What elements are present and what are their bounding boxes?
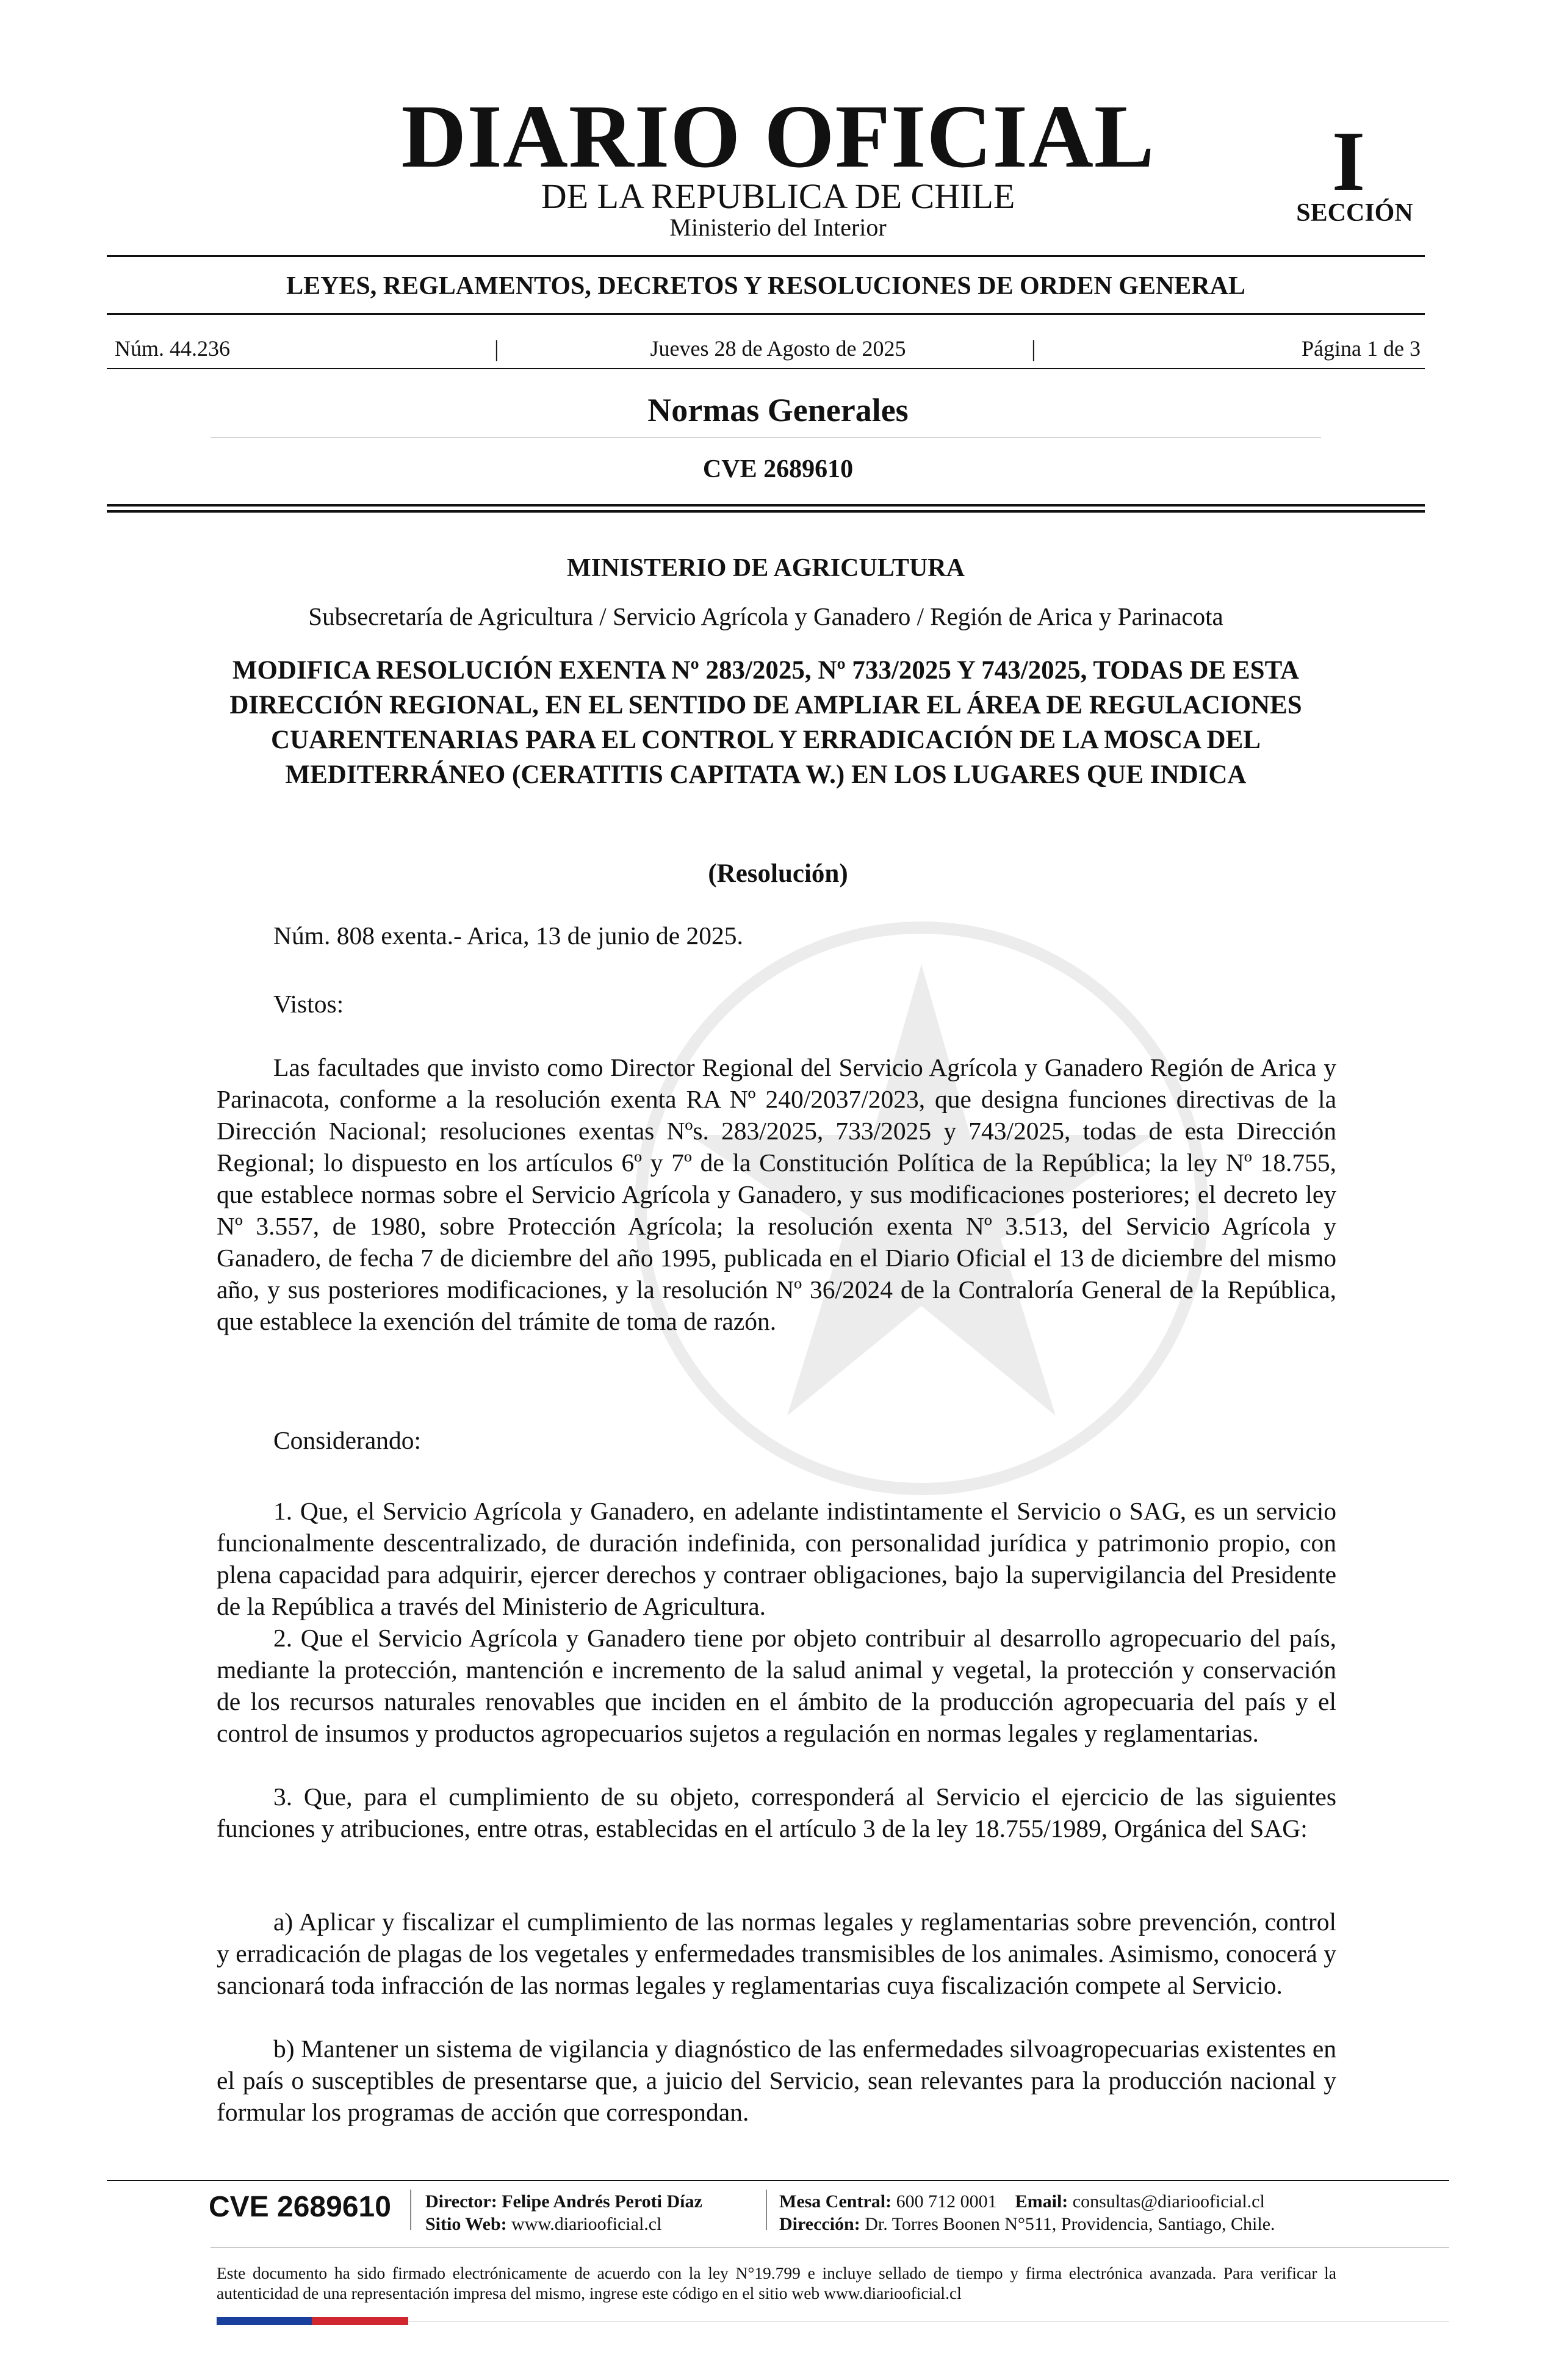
double-rule: [107, 510, 1425, 513]
resolution-number-line: Núm. 808 exenta.- Arica, 13 de junio de 2025.: [273, 921, 743, 950]
resolution-tag: (Resolución): [708, 859, 848, 888]
banner: LEYES, REGLAMENTOS, DECRETOS Y RESOLUCIONES DE ORDEN GENERAL: [286, 272, 1245, 300]
footer-divider: [410, 2190, 411, 2230]
footer-rule: [211, 2247, 1449, 2248]
masthead-subtitle: DE LA REPUBLICA DE CHILE: [541, 176, 1015, 216]
considerando-label: Considerando:: [273, 1426, 422, 1454]
cve-code: CVE 2689610: [702, 455, 854, 483]
banner-rule: [107, 313, 1425, 315]
subsecretaria-line: Subsecretaría de Agricultura / Servicio Agrícola y Ganadero / Región de Arica y Parinacota: [308, 602, 1223, 630]
masthead-ministry: Ministerio del Interior: [669, 214, 887, 241]
masthead-rule: [107, 255, 1425, 257]
footer-website: Sitio Web: www.diariooficial.cl: [425, 2214, 662, 2234]
footer-note: Este documento ha sido firmado electrónicamente de acuerdo con la ley N°19.799 e incluye sellado de tiempo y firma electrónica avanzada. Para verificar la autenticidad de una representación impresa del mismo, ingrese este código en el sitio web www.diariooficial.cl: [217, 2263, 1336, 2302]
vistos-paragraph: Las facultades que invisto como Director Regional del Servicio Agrícola y Ganadero Región de Arica y Parinacota, conforme a la resolución exenta RA Nº 240/2037/2023, que designa funciones directivas de la Dirección Nacional; resoluciones exentas Nºs. 283/2025, 733/2025 y 743/2025, todas de esta Dirección Regional; lo dispuesto en los artículos 6º y 7º de la Constitución Política de la República; la ley Nº 18.755, que establece normas sobre el Servicio Agrícola y Ganadero, y sus modificaciones posteriores; el decreto ley Nº 3.557, de 1980, sobre Protección Agrícola; la resolución exenta Nº 3.513, del Servicio Agrícola y Ganadero, de fecha 7 de diciembre del año 1995, publicada en el Diario Oficial el 13 de diciembre del mismo año, y sus posteriores modificaciones, y la resolución Nº 36/2024 de la Contraloría General de la República, que establece la exención del trámite de toma de razón.: [217, 1053, 1336, 1335]
footer-address: Dirección: Dr. Torres Boonen N°511, Providencia, Santiago, Chile.: [779, 2214, 1275, 2234]
item-a: a) Aplicar y fiscalizar el cumplimiento de las normas legales y reglamentarias sobre prevención, control y erradicación de plagas de los vegetales y enfermedades transmisibles de los animales. Asimismo, conocerá y sancionará toda infracción de las normas legales y reglamentarias cuya fiscalización compete al Servicio.: [217, 1908, 1336, 1999]
section-title: Normas Generales: [647, 392, 909, 428]
issue-separator: |: [494, 336, 499, 362]
email-link[interactable]: consultas@diariooficial.cl: [1072, 2191, 1265, 2212]
vistos-label: Vistos:: [273, 990, 344, 1018]
footer-director: Director: Felipe Andrés Peroti Díaz: [425, 2191, 702, 2212]
issue-page: Página 1 de 3: [1302, 336, 1421, 361]
ministry-heading: MINISTERIO DE AGRICULTURA: [567, 554, 965, 582]
footer-divider: [766, 2190, 767, 2230]
masthead-title: DIARIO OFICIAL: [401, 87, 1155, 187]
flag-stripe-blue: [217, 2317, 312, 2325]
item-b: b) Mantener un sistema de vigilancia y diagnóstico de las enfermedades silvoagropecuarias existentes en el país o susceptibles de presentarse que, a juicio del Servicio, sean relevantes para la producción nacional y formular los programas de acción que correspondan.: [217, 2035, 1336, 2126]
flag-stripe-red: [312, 2317, 408, 2325]
resolution-title: MODIFICA RESOLUCIÓN EXENTA Nº 283/2025, Nº 733/2025 Y 743/2025, TODAS DE ESTA DIRECCIÓN REGIONAL, EN EL SENTIDO DE AMPLIAR EL ÁREA DE REGULACIONES CUARENTENARIAS PARA EL CONTROL Y ERRADICACIÓN DE LA MOSCA DEL MEDITERRÁNEO (CERATITIS CAPITATA W.) EN LOS LUGARES QUE INDICA: [229, 656, 1302, 789]
considerando-2: 2. Que el Servicio Agrícola y Ganadero tiene por objeto contribuir al desarrollo agropecuario del país, mediante la protección, mantención e incremento de la salud animal y vegetal, la protección y conservación de los recursos naturales renovables que inciden en el ámbito de la producción agropecuaria del país y el control de insumos y productos agropecuarios sujetos a regulación en normas legales y reglamentarias.: [217, 1624, 1336, 1747]
issue-rule: [107, 368, 1425, 369]
considerando-1: 1. Que, el Servicio Agrícola y Ganadero, en adelante indistintamente el Servicio o SAG, es un servicio funcionalmente descentralizado, de duración indefinida, con personalidad jurídica y patrimonio propio, con plena capacidad para adquirir, ejercer derechos y contraer obligaciones, bajo la supervigilancia del Presidente de la República a través del Ministerio de Agricultura.: [217, 1497, 1336, 1620]
footer-rule: [107, 2180, 1449, 2181]
website-link[interactable]: www.diariooficial.cl: [511, 2214, 662, 2234]
section-label: SECCIÓN: [1296, 199, 1413, 227]
issue-number: Núm. 44.236: [115, 336, 230, 361]
considerando-3: 3. Que, para el cumplimiento de su objeto, corresponderá al Servicio el ejercicio de las siguientes funciones y atribuciones, entre otras, establecidas en el artículo 3 de la ley 18.755/1989, Orgánica del SAG:: [217, 1783, 1336, 1842]
issue-date: Jueves 28 de Agosto de 2025: [650, 336, 906, 361]
issue-separator: |: [1031, 336, 1036, 362]
footer-cve: CVE 2689610: [209, 2191, 391, 2223]
section-number: I: [1331, 114, 1366, 209]
footer-contact: Mesa Central: 600 712 0001 Email: consultas@diariooficial.cl: [779, 2191, 1265, 2212]
double-rule: [107, 504, 1425, 507]
